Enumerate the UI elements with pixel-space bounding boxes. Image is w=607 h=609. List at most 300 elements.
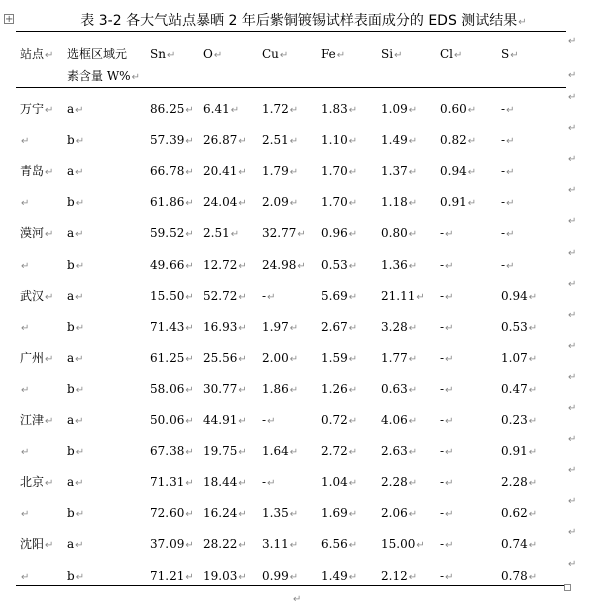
paragraph-mark: ↵ [45,540,54,552]
paragraph-mark: ↵ [528,478,538,490]
paragraph-mark: ↵ [408,353,418,365]
cell-s: -↵ [501,257,515,272]
cell-s: 0.91↵ [501,444,538,459]
paragraph-mark: ↵ [408,509,418,521]
cell-station: 江津↵ [20,413,54,427]
cell-cl: -↵ [440,226,454,241]
cell-cu: 32.77↵ [262,226,306,241]
row-end-mark: ↵ [568,434,577,446]
cell-o: 2.51↵ [203,226,240,241]
cell-si: 1.37↵ [381,164,418,179]
cell-region: b↵ [67,506,85,521]
paragraph-mark: ↵ [506,198,515,210]
paragraph-mark: ↵ [506,260,515,272]
cell-o: 24.04↵ [203,195,247,210]
paragraph-mark: ↵ [348,571,358,583]
cell-cl: 0.82↵ [440,133,477,148]
cell-cl: -↵ [440,381,454,396]
cell-cu: 1.86↵ [262,381,299,396]
cell-si: 3.28↵ [381,319,418,334]
cell-region: a↵ [67,475,84,490]
cell-o: 44.91↵ [203,413,247,427]
paragraph-mark: ↵ [267,478,276,490]
paragraph-mark: ↵ [238,509,247,521]
cell-o: 26.87↵ [203,133,247,148]
cell-sn: 71.21↵ [150,568,194,583]
cell-cl: -↵ [440,257,454,272]
paragraph-mark: ↵ [21,260,30,272]
cell-o: 16.24↵ [203,506,247,521]
paragraph-mark: ↵ [185,136,194,148]
paragraph-mark: ↵ [230,229,240,241]
cell-si: 4.06↵ [381,413,418,427]
cell-cu: 2.51↵ [262,133,299,148]
paragraph-mark: ↵ [238,291,247,303]
header-region: 选框区域元 [67,47,128,61]
cell-o: 28.22↵ [203,537,247,552]
cell-fe: 2.72↵ [321,444,358,459]
row-end-mark: ↵ [568,70,577,81]
paragraph-mark: ↵ [528,540,538,552]
paragraph-mark: ↵ [45,353,54,365]
paragraph-mark: ↵ [518,17,527,28]
paragraph-mark: ↵ [75,571,85,583]
paragraph-mark: ↵ [445,447,454,459]
paragraph-mark: ↵ [75,416,84,427]
cell-sn: 50.06↵ [150,413,194,427]
cell-station: 武汉↵ [20,288,54,303]
table-resize-handle[interactable] [564,584,571,591]
row-end-mark: ↵ [568,496,577,508]
row-end-mark: ↵ [568,123,577,135]
cell-region: b↵ [67,381,85,396]
cell-station [20,132,29,150]
paragraph-mark: ↵ [238,540,247,552]
cell-cu: 1.72↵ [262,102,299,116]
paragraph-mark: ↵ [75,198,85,210]
paragraph-mark: ↵ [185,416,194,427]
paragraph-mark: ↵ [45,416,54,427]
paragraph-mark: ↵ [445,353,454,365]
paragraph-mark: ↵ [21,509,30,521]
cell-s: 0.78↵ [501,568,538,583]
cell-fe: 0.72↵ [321,413,358,427]
cell-o: 19.75↵ [203,444,247,459]
cell-si: 15.00↵ [381,537,425,552]
paragraph-mark: ↵ [45,167,54,179]
paragraph-mark: ↵ [238,571,247,583]
row-end-mark: ↵ [568,558,577,570]
paragraph-mark: ↵ [238,260,247,272]
paragraph-mark: ↵ [21,571,30,583]
cell-station [20,443,29,461]
paragraph-mark: ↵ [238,447,247,459]
cell-cl: -↵ [440,475,454,490]
header-sn: Sn↵ [150,47,176,61]
paragraph-mark: ↵ [408,229,418,241]
cell-region: b↵ [67,319,85,334]
cell-region: a↵ [67,350,84,365]
paragraph-mark: ↵ [213,50,223,61]
cell-fe: 1.70↵ [321,195,358,210]
paragraph-mark: ↵ [75,105,84,116]
cell-cl: 0.91↵ [440,195,477,210]
paragraph-mark: ↵ [506,105,515,116]
cell-o: 30.77↵ [203,381,247,396]
paragraph-mark: ↵ [510,50,519,61]
row-end-mark: ↵ [568,371,577,383]
paragraph-mark: ↵ [21,198,30,210]
cell-fe: 1.69↵ [321,506,358,521]
paragraph-mark: ↵ [528,384,538,396]
paragraph-mark: ↵ [408,136,418,148]
paragraph-mark: ↵ [408,384,418,396]
paragraph-mark: ↵ [528,291,538,303]
cell-cl: -↵ [440,537,454,552]
row-end-mark: ↵ [568,154,577,166]
caption-text: 表 3-2 各大气站点暴晒 2 年后紫铜镀锡试样表面成分的 EDS 测试结果 [80,13,518,29]
cell-cu: 3.11↵ [262,537,299,552]
paragraph-mark: ↵ [528,416,538,427]
row-end-mark: ↵ [568,278,577,290]
cell-region: b↵ [67,133,85,148]
table-top-rule [16,31,566,32]
header-fe: Fe↵ [321,47,346,61]
paragraph-mark: ↵ [185,447,194,459]
paragraph-mark: ↵ [348,167,358,179]
cell-sn: 37.09↵ [150,537,194,552]
paragraph-mark: ↵ [348,198,358,210]
cell-sn: 49.66↵ [150,257,194,272]
paragraph-mark: ↵ [185,509,194,521]
cell-region: a↵ [67,413,84,427]
cell-si: 21.11↵ [381,288,425,303]
cell-fe: 0.53↵ [321,257,358,272]
paragraph-mark: ↵ [528,447,538,459]
cell-cl: -↵ [440,319,454,334]
cell-cl: 0.60↵ [440,102,477,116]
header-s: S↵ [501,47,519,61]
paragraph-mark: ↵ [185,291,194,303]
paragraph-mark: ↵ [467,198,477,210]
cell-fe: 6.56↵ [321,537,358,552]
cell-region: b↵ [67,195,85,210]
paragraph-mark: ↵ [289,509,299,521]
cell-o: 19.03↵ [203,568,247,583]
paragraph-mark: ↵ [238,198,247,210]
cell-cu: -↵ [262,413,276,427]
cell-fe: 1.10↵ [321,133,358,148]
row-end-mark: ↵ [568,340,577,352]
cell-sn: 72.60↵ [150,506,194,521]
paragraph-mark: ↵ [348,509,358,521]
paragraph-mark: ↵ [506,229,515,241]
cell-si: 1.49↵ [381,133,418,148]
cell-sn: 86.25↵ [150,102,194,116]
paragraph-mark: ↵ [166,50,176,61]
cell-s: 0.53↵ [501,319,538,334]
paragraph-mark: ↵ [230,105,240,116]
cell-o: 12.72↵ [203,257,247,272]
paragraph-mark: ↵ [297,260,306,272]
paragraph-mark: ↵ [75,540,84,552]
table-caption [0,10,607,30]
cell-region: a↵ [67,226,84,241]
cell-station [20,505,29,523]
paragraph-mark: ↵ [267,416,276,427]
paragraph-mark: ↵ [45,229,54,241]
paragraph-mark: ↵ [408,167,418,179]
paragraph-mark: ↵ [75,447,85,459]
cell-cu: 1.64↵ [262,444,299,459]
paragraph-mark: ↵ [408,105,418,116]
cell-fe: 5.69↵ [321,288,358,303]
cell-si: 2.12↵ [381,568,418,583]
paragraph-mark: ↵ [185,478,194,490]
paragraph-mark: ↵ [75,509,85,521]
paragraph-mark: ↵ [445,540,454,552]
cell-s: 0.62↵ [501,506,538,521]
paragraph-mark: ↵ [445,322,454,334]
header-region-line2: 素含量 W%↵ [67,69,140,83]
paragraph-mark: ↵ [445,229,454,241]
cell-s: -↵ [501,195,515,210]
cell-o: 52.72↵ [203,288,247,303]
cell-fe: 1.70↵ [321,164,358,179]
paragraph-mark: ↵ [445,571,454,583]
paragraph-mark: ↵ [408,198,418,210]
cell-s: 0.47↵ [501,381,538,396]
cell-station: 广州↵ [20,350,54,365]
header-o: O↵ [203,47,223,61]
row-end-mark: ↵ [568,216,577,228]
paragraph-mark: ↵ [238,478,247,490]
paragraph-mark: ↵ [185,260,194,272]
paragraph-mark: ↵ [408,416,418,427]
paragraph-mark: ↵ [75,322,85,334]
paragraph-mark: ↵ [185,322,194,334]
paragraph-mark: ↵ [506,167,515,179]
cell-sn: 66.78↵ [150,164,194,179]
row-end-mark: ↵ [568,465,577,477]
cell-s: -↵ [501,102,515,116]
cell-station: 漠河↵ [20,226,54,241]
cell-sn: 71.43↵ [150,319,194,334]
cell-sn: 15.50↵ [150,288,194,303]
paragraph-mark: ↵ [394,50,403,61]
cell-si: 2.06↵ [381,506,418,521]
paragraph-mark: ↵ [75,291,84,303]
cell-station [20,194,29,212]
paragraph-mark: ↵ [528,571,538,583]
cell-region: b↵ [67,444,85,459]
cell-s: 0.74↵ [501,537,538,552]
paragraph-mark: ↵ [75,384,85,396]
cell-cl: -↵ [440,506,454,521]
paragraph-mark: ↵ [238,136,247,148]
cell-fe: 1.59↵ [321,350,358,365]
paragraph-mark: ↵ [289,540,299,552]
paragraph-mark: ↵ [279,50,289,61]
paragraph-mark: ↵ [454,50,463,61]
paragraph-mark: ↵ [45,105,54,116]
header-si: Si↵ [381,47,403,61]
cell-si: 0.63↵ [381,381,418,396]
paragraph-mark: ↵ [185,571,194,583]
cell-s: 0.94↵ [501,288,538,303]
cell-fe: 1.04↵ [321,475,358,490]
header-cu: Cu↵ [262,47,289,61]
paragraph-mark: ↵ [467,167,477,179]
cell-s: -↵ [501,226,515,241]
cell-cu: 24.98↵ [262,257,306,272]
paragraph-mark: ↵ [408,478,418,490]
paragraph-mark: ↵ [408,322,418,334]
cell-cl: -↵ [440,350,454,365]
cell-cu: 1.97↵ [262,319,299,334]
row-end-mark: ↵ [568,185,577,197]
paragraph-mark: ↵ [445,478,454,490]
paragraph-mark: ↵ [348,384,358,396]
table-move-handle[interactable]: + [5,14,14,25]
cell-fe: 1.83↵ [321,102,358,116]
cell-region: a↵ [67,164,84,179]
cell-si: 0.80↵ [381,226,418,241]
paragraph-mark: ↵ [75,353,84,365]
cell-region: a↵ [67,537,84,552]
paragraph-mark: ↵ [528,509,538,521]
paragraph-mark: ↵ [445,291,454,303]
paragraph-mark: ↵ [348,540,358,552]
paragraph-mark: ↵ [238,167,247,179]
row-end-mark: ↵ [568,92,577,103]
paragraph-mark: ↵ [348,260,358,272]
paragraph-mark: ↵ [348,478,358,490]
paragraph-mark: ↵ [445,509,454,521]
row-end-mark: ↵ [568,527,577,539]
paragraph-mark: ↵ [185,540,194,552]
cell-sn: 57.39↵ [150,133,194,148]
paragraph-mark: ↵ [408,571,418,583]
cell-sn: 61.25↵ [150,350,194,365]
cell-cu: -↵ [262,288,276,303]
cell-s: -↵ [501,133,515,148]
cell-region: b↵ [67,257,85,272]
paragraph-mark: ↵ [445,416,454,427]
paragraph-mark: ↵ [185,105,194,116]
cell-station: 万宁↵ [20,102,54,116]
paragraph-mark: ↵ [185,198,194,210]
paragraph-mark: ↵ [348,105,358,116]
paragraph-mark: ↵ [348,322,358,334]
row-end-mark: ↵ [568,247,577,259]
paragraph-mark: ↵ [528,322,538,334]
paragraph-mark: ↵ [348,136,358,148]
paragraph-mark: ↵ [75,478,84,490]
paragraph-mark: ↵ [21,447,30,459]
paragraph-mark: ↵ [45,478,54,490]
cell-station: 青岛↵ [20,164,54,179]
paragraph-mark: ↵ [528,353,538,365]
cell-si: 2.63↵ [381,444,418,459]
paragraph-mark: ↵ [289,322,299,334]
paragraph-mark: ↵ [445,384,454,396]
trailing-paragraph-mark: ↵ [293,594,302,605]
cell-cl: -↵ [440,568,454,583]
row-end-mark: ↵ [568,309,577,321]
paragraph-mark: ↵ [75,260,85,272]
cell-o: 25.56↵ [203,350,247,365]
row-end-mark: ↵ [568,403,577,414]
paragraph-mark: ↵ [75,167,84,179]
paragraph-mark: ↵ [408,447,418,459]
cell-si: 1.77↵ [381,350,418,365]
cell-o: 20.41↵ [203,164,247,179]
paragraph-mark: ↵ [75,229,84,241]
paragraph-mark: ↵ [289,167,299,179]
cell-region: b↵ [67,568,85,583]
cell-cu: 2.09↵ [262,195,299,210]
paragraph-mark: ↵ [185,384,194,396]
paragraph-mark: ↵ [289,198,299,210]
paragraph-mark: ↵ [238,416,247,427]
cell-station [20,381,29,399]
cell-station [20,319,29,337]
paragraph-mark: ↵ [289,136,299,148]
paragraph-mark: ↵ [348,353,358,365]
cell-region: a↵ [67,102,84,116]
row-end-mark: ↵ [568,36,577,47]
paragraph-mark: ↵ [267,291,276,303]
header-cl: Cl↵ [440,47,463,61]
header-station: 站点↵ [20,47,54,61]
paragraph-mark: ↵ [348,291,358,303]
cell-s: -↵ [501,164,515,179]
cell-o: 6.41↵ [203,102,240,116]
cell-cl: -↵ [440,413,454,427]
cell-station [20,257,29,275]
paragraph-mark: ↵ [21,384,30,396]
cell-cu: -↵ [262,475,276,490]
paragraph-mark: ↵ [21,136,30,148]
paragraph-mark: ↵ [238,353,247,365]
cell-cl: 0.94↵ [440,164,477,179]
paragraph-mark: ↵ [348,229,358,241]
cell-s: 0.23↵ [501,413,538,427]
paragraph-mark: ↵ [336,50,346,61]
cell-sn: 67.38↵ [150,444,194,459]
paragraph-mark: ↵ [348,416,358,427]
paragraph-mark: ↵ [348,447,358,459]
paragraph-mark: ↵ [416,540,425,552]
cell-si: 1.36↵ [381,257,418,272]
cell-o: 18.44↵ [203,475,247,490]
paragraph-mark: ↵ [289,384,299,396]
paragraph-mark: ↵ [238,322,247,334]
cell-sn: 61.86↵ [150,195,194,210]
paragraph-mark: ↵ [506,136,515,148]
paragraph-mark: ↵ [445,260,454,272]
paragraph-mark: ↵ [75,136,85,148]
cell-cl: -↵ [440,288,454,303]
cell-station: 沈阳↵ [20,537,54,552]
paragraph-mark: ↵ [467,136,477,148]
cell-si: 2.28↵ [381,475,418,490]
paragraph-mark: ↵ [21,322,30,334]
paragraph-mark: ↵ [289,353,299,365]
cell-sn: 71.31↵ [150,475,194,490]
cell-region: a↵ [67,288,84,303]
